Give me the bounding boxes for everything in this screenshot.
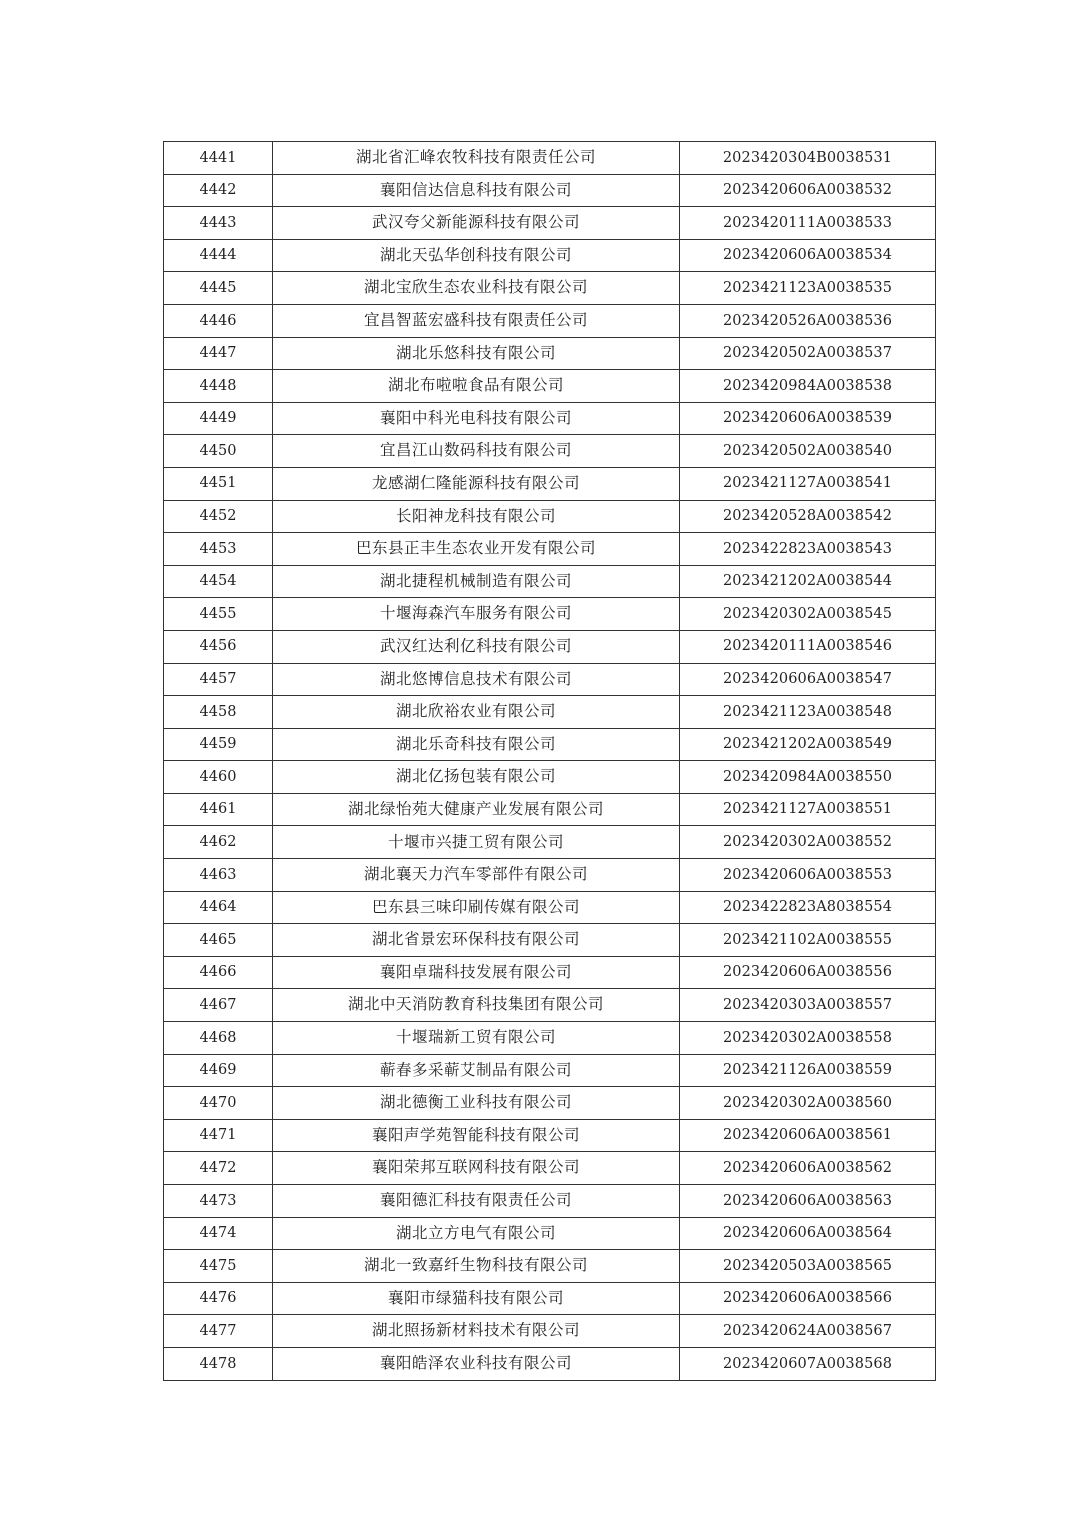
registration-code-cell: 2023421123A0038535 (680, 272, 936, 305)
registration-code-cell: 2023420606A0038563 (680, 1185, 936, 1218)
company-name-cell: 湖北立方电气有限公司 (273, 1217, 680, 1250)
registration-code-cell: 2023420302A0038558 (680, 1022, 936, 1055)
registration-code-cell: 2023421202A0038544 (680, 565, 936, 598)
table-row (164, 1054, 936, 1087)
table-row (164, 728, 936, 761)
company-name-cell: 巴东县正丰生态农业开发有限公司 (273, 533, 680, 566)
row-index-cell: 4448 (164, 370, 273, 403)
registration-code-cell: 2023420526A0038536 (680, 304, 936, 337)
company-name-cell: 湖北捷程机械制造有限公司 (273, 565, 680, 598)
registration-code-cell: 2023420984A0038550 (680, 761, 936, 794)
company-name-cell: 龙感湖仁隆能源科技有限公司 (273, 467, 680, 500)
table-row (164, 630, 936, 663)
company-name-cell: 湖北省汇峰农牧科技有限责任公司 (273, 142, 680, 175)
row-index-cell: 4457 (164, 663, 273, 696)
company-name-cell: 湖北襄天力汽车零部件有限公司 (273, 859, 680, 892)
row-index-cell: 4451 (164, 467, 273, 500)
table-row (164, 1250, 936, 1283)
table-row (164, 1282, 936, 1315)
row-index-cell: 4468 (164, 1022, 273, 1055)
row-index-cell: 4474 (164, 1217, 273, 1250)
company-registry-table (163, 141, 936, 1381)
registration-code-cell: 2023420984A0038538 (680, 370, 936, 403)
table-body (164, 142, 936, 1381)
company-name-cell: 湖北欣裕农业有限公司 (273, 696, 680, 729)
company-name-cell: 武汉夸父新能源科技有限公司 (273, 207, 680, 240)
company-name-cell: 湖北照扬新材料技术有限公司 (273, 1315, 680, 1348)
row-index-cell: 4459 (164, 728, 273, 761)
row-index-cell: 4478 (164, 1347, 273, 1380)
company-name-cell: 十堰海森汽车服务有限公司 (273, 598, 680, 631)
row-index-cell: 4446 (164, 304, 273, 337)
registration-code-cell: 2023421127A0038541 (680, 467, 936, 500)
row-index-cell: 4458 (164, 696, 273, 729)
row-index-cell: 4469 (164, 1054, 273, 1087)
company-name-cell: 武汉红达利亿科技有限公司 (273, 630, 680, 663)
table-row (164, 891, 936, 924)
row-index-cell: 4450 (164, 435, 273, 468)
registration-code-cell: 2023420502A0038537 (680, 337, 936, 370)
table-row (164, 1022, 936, 1055)
registration-code-cell: 2023420607A0038568 (680, 1347, 936, 1380)
row-index-cell: 4471 (164, 1119, 273, 1152)
company-name-cell: 湖北宝欣生态农业科技有限公司 (273, 272, 680, 305)
registration-code-cell: 2023420503A0038565 (680, 1250, 936, 1283)
row-index-cell: 4470 (164, 1087, 273, 1120)
row-index-cell: 4449 (164, 402, 273, 435)
row-index-cell: 4467 (164, 989, 273, 1022)
registration-code-cell: 2023421126A0038559 (680, 1054, 936, 1087)
table-row (164, 1347, 936, 1380)
row-index-cell: 4477 (164, 1315, 273, 1348)
row-index-cell: 4475 (164, 1250, 273, 1283)
table-row (164, 793, 936, 826)
table-row (164, 826, 936, 859)
table-row (164, 467, 936, 500)
registration-code-cell: 2023421202A0038549 (680, 728, 936, 761)
table-row (164, 696, 936, 729)
registration-code-cell: 2023420606A0038562 (680, 1152, 936, 1185)
table-row (164, 239, 936, 272)
table-row (164, 402, 936, 435)
table-row (164, 663, 936, 696)
registration-code-cell: 2023420606A0038539 (680, 402, 936, 435)
registration-code-cell: 2023420302A0038560 (680, 1087, 936, 1120)
company-name-cell: 湖北悠博信息技术有限公司 (273, 663, 680, 696)
table-row (164, 174, 936, 207)
table-row (164, 924, 936, 957)
table-row (164, 304, 936, 337)
row-index-cell: 4442 (164, 174, 273, 207)
row-index-cell: 4447 (164, 337, 273, 370)
table-row (164, 956, 936, 989)
row-index-cell: 4462 (164, 826, 273, 859)
table-row (164, 565, 936, 598)
company-name-cell: 湖北中天消防教育科技集团有限公司 (273, 989, 680, 1022)
row-index-cell: 4443 (164, 207, 273, 240)
registration-code-cell: 2023420303A0038557 (680, 989, 936, 1022)
company-name-cell: 湖北一致嘉纤生物科技有限公司 (273, 1250, 680, 1283)
company-name-cell: 湖北乐悠科技有限公司 (273, 337, 680, 370)
table-row (164, 500, 936, 533)
company-name-cell: 宜昌智蓝宏盛科技有限责任公司 (273, 304, 680, 337)
table-row (164, 533, 936, 566)
table-row (164, 1152, 936, 1185)
row-index-cell: 4453 (164, 533, 273, 566)
company-name-cell: 湖北绿怡苑大健康产业发展有限公司 (273, 793, 680, 826)
company-name-cell: 长阳神龙科技有限公司 (273, 500, 680, 533)
company-name-cell: 宜昌江山数码科技有限公司 (273, 435, 680, 468)
row-index-cell: 4466 (164, 956, 273, 989)
row-index-cell: 4465 (164, 924, 273, 957)
registration-code-cell: 2023420606A0038564 (680, 1217, 936, 1250)
row-index-cell: 4472 (164, 1152, 273, 1185)
company-name-cell: 襄阳信达信息科技有限公司 (273, 174, 680, 207)
registration-code-cell: 2023420624A0038567 (680, 1315, 936, 1348)
company-name-cell: 湖北德衡工业科技有限公司 (273, 1087, 680, 1120)
table-row (164, 435, 936, 468)
row-index-cell: 4445 (164, 272, 273, 305)
company-name-cell: 襄阳卓瑞科技发展有限公司 (273, 956, 680, 989)
row-index-cell: 4460 (164, 761, 273, 794)
registration-code-cell: 2023420606A0038534 (680, 239, 936, 272)
company-name-cell: 襄阳中科光电科技有限公司 (273, 402, 680, 435)
company-name-cell: 襄阳皓泽农业科技有限公司 (273, 1347, 680, 1380)
registration-code-cell: 2023421123A0038548 (680, 696, 936, 729)
company-name-cell: 巴东县三味印刷传媒有限公司 (273, 891, 680, 924)
company-name-cell: 襄阳声学苑智能科技有限公司 (273, 1119, 680, 1152)
registration-code-cell: 2023420606A0038561 (680, 1119, 936, 1152)
row-index-cell: 4473 (164, 1185, 273, 1218)
company-name-cell: 蕲春多采蕲艾制品有限公司 (273, 1054, 680, 1087)
registration-code-cell: 2023420606A0038556 (680, 956, 936, 989)
table-row (164, 761, 936, 794)
row-index-cell: 4452 (164, 500, 273, 533)
table-row (164, 370, 936, 403)
row-index-cell: 4463 (164, 859, 273, 892)
company-name-cell: 十堰市兴捷工贸有限公司 (273, 826, 680, 859)
row-index-cell: 4476 (164, 1282, 273, 1315)
row-index-cell: 4464 (164, 891, 273, 924)
company-name-cell: 湖北亿扬包装有限公司 (273, 761, 680, 794)
row-index-cell: 4461 (164, 793, 273, 826)
table-row (164, 337, 936, 370)
registration-code-cell: 2023420606A0038566 (680, 1282, 936, 1315)
table-row (164, 859, 936, 892)
table-row (164, 1119, 936, 1152)
company-name-cell: 湖北省景宏环保科技有限公司 (273, 924, 680, 957)
registration-code-cell: 2023420302A0038552 (680, 826, 936, 859)
table-row (164, 207, 936, 240)
registration-code-cell: 2023420302A0038545 (680, 598, 936, 631)
table-row (164, 1217, 936, 1250)
company-name-cell: 襄阳德汇科技有限责任公司 (273, 1185, 680, 1218)
registration-code-cell: 2023422823A8038554 (680, 891, 936, 924)
company-name-cell: 湖北天弘华创科技有限公司 (273, 239, 680, 272)
table-row (164, 598, 936, 631)
table-row (164, 989, 936, 1022)
table-row (164, 142, 936, 175)
row-index-cell: 4444 (164, 239, 273, 272)
registration-code-cell: 2023420606A0038547 (680, 663, 936, 696)
company-name-cell: 湖北乐奇科技有限公司 (273, 728, 680, 761)
registration-code-cell: 2023422823A0038543 (680, 533, 936, 566)
row-index-cell: 4456 (164, 630, 273, 663)
registration-code-cell: 2023420606A0038553 (680, 859, 936, 892)
table-row (164, 272, 936, 305)
company-name-cell: 十堰瑞新工贸有限公司 (273, 1022, 680, 1055)
registration-code-cell: 2023420528A0038542 (680, 500, 936, 533)
company-name-cell: 湖北布啦啦食品有限公司 (273, 370, 680, 403)
company-name-cell: 襄阳市绿猫科技有限公司 (273, 1282, 680, 1315)
registration-code-cell: 2023421102A0038555 (680, 924, 936, 957)
table-row (164, 1315, 936, 1348)
registration-code-cell: 2023420606A0038532 (680, 174, 936, 207)
company-name-cell: 襄阳荣邦互联网科技有限公司 (273, 1152, 680, 1185)
registration-code-cell: 2023421127A0038551 (680, 793, 936, 826)
row-index-cell: 4454 (164, 565, 273, 598)
table-row (164, 1087, 936, 1120)
row-index-cell: 4455 (164, 598, 273, 631)
registration-code-cell: 2023420111A0038533 (680, 207, 936, 240)
registration-code-cell: 2023420111A0038546 (680, 630, 936, 663)
row-index-cell: 4441 (164, 142, 273, 175)
registration-code-cell: 2023420304B0038531 (680, 142, 936, 175)
registration-code-cell: 2023420502A0038540 (680, 435, 936, 468)
table-row (164, 1185, 936, 1218)
